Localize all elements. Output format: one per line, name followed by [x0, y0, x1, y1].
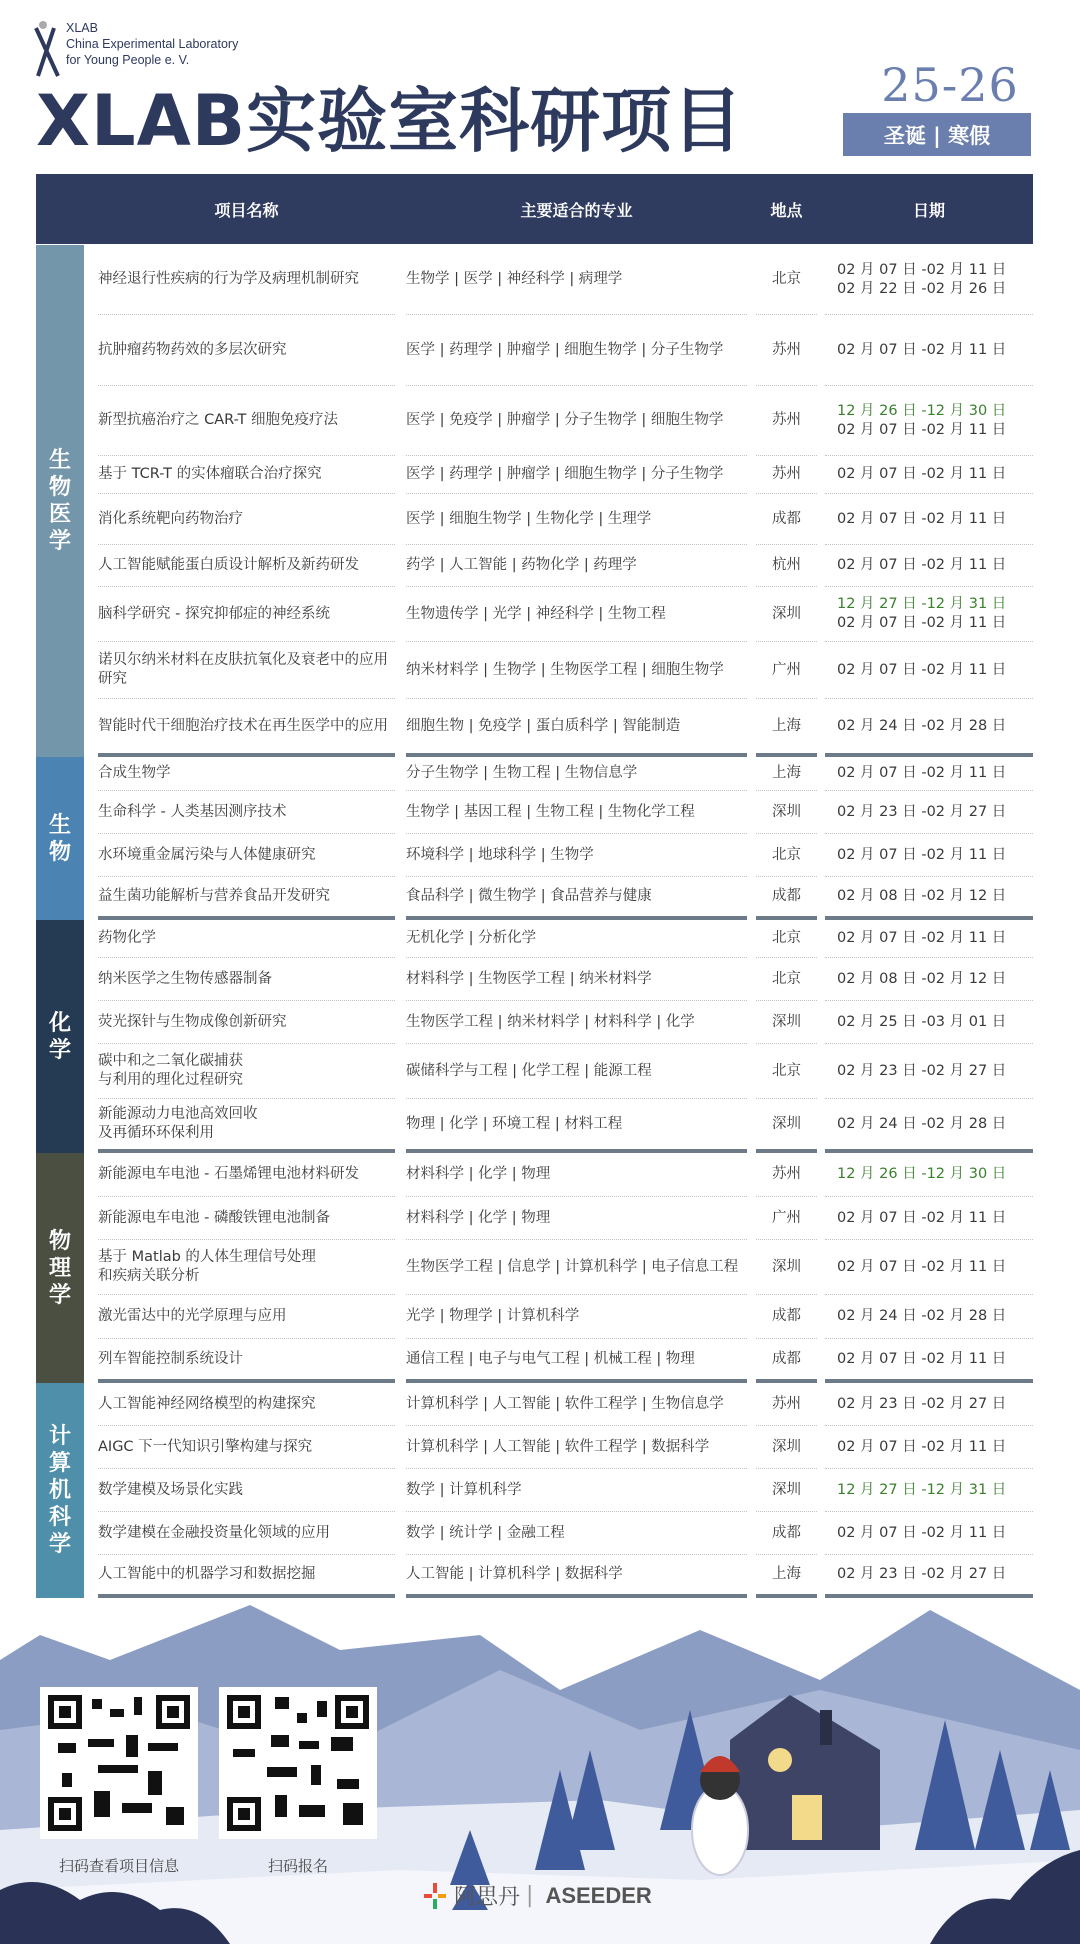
table-section — [36, 920, 1033, 1153]
date-range: 02 月 08 日 -02 月 12 日 — [837, 888, 1007, 904]
project-dates — [825, 642, 1033, 699]
project-name-line: 数学建模及场景化实践 — [98, 1481, 243, 1498]
project-table — [36, 245, 1033, 1598]
project-city: 成都 — [756, 877, 817, 920]
date-range: 02 月 24 日 -02 月 28 日 — [837, 1308, 1007, 1324]
project-name — [98, 1044, 395, 1099]
project-majors: 生物学 | 基因工程 | 生物工程 | 生物化学工程 — [406, 791, 747, 834]
project-city: 广州 — [756, 642, 817, 699]
project-name — [98, 1153, 395, 1197]
project-dates — [825, 1044, 1033, 1099]
project-city: 杭州 — [756, 545, 817, 587]
project-majors: 通信工程 | 电子与电气工程 | 机械工程 | 物理 — [406, 1339, 747, 1383]
project-majors: 计算机科学 | 人工智能 | 软件工程学 | 数据科学 — [406, 1426, 747, 1469]
section-label: 化学 — [48, 1010, 71, 1063]
project-name — [98, 958, 395, 1001]
table-row — [36, 958, 1033, 1001]
qr-label-registration: 扫码报名 — [267, 1857, 328, 1875]
table-row — [36, 1044, 1033, 1099]
project-city: 苏州 — [756, 1383, 817, 1426]
project-name — [98, 920, 395, 958]
table-row — [36, 1512, 1033, 1555]
project-city: 上海 — [756, 1555, 817, 1598]
project-majors: 医学 | 药理学 | 肿瘤学 | 细胞生物学 | 分子生物学 — [406, 315, 747, 386]
column-header-name: 项目名称 — [214, 201, 279, 220]
project-majors: 计算机科学 | 人工智能 | 软件工程学 | 生物信息学 — [406, 1383, 747, 1426]
project-dates — [825, 1197, 1033, 1240]
qr-label-project-info: 扫码查看项目信息 — [58, 1857, 179, 1875]
project-name — [98, 1512, 395, 1555]
table-header — [36, 174, 1033, 244]
project-dates — [825, 587, 1033, 642]
project-name — [98, 494, 395, 545]
brand-en: ASEEDER — [545, 1882, 652, 1908]
project-majors: 生物遗传学 | 光学 | 神经科学 | 生物工程 — [406, 587, 747, 642]
project-dates — [825, 1001, 1033, 1044]
project-name-line: 新型抗癌治疗之 CAR-T 细胞免疫疗法 — [98, 412, 339, 428]
date-range: 02 月 07 日 -02 月 11 日 — [837, 557, 1007, 573]
project-majors: 材料科学 | 化学 | 物理 — [406, 1197, 747, 1240]
project-name-line: 数学建模在金融投资量化领域的应用 — [98, 1524, 330, 1541]
project-city: 深圳 — [756, 1469, 817, 1512]
xlab-figure-icon — [34, 20, 60, 78]
project-dates — [825, 757, 1033, 791]
project-city: 深圳 — [756, 587, 817, 642]
project-name — [98, 1383, 395, 1426]
section-label: 生物 — [48, 812, 71, 865]
project-city: 成都 — [756, 1339, 817, 1383]
project-name-line: 与利用的理化过程研究 — [98, 1072, 243, 1088]
section-label: 物理学 — [48, 1228, 71, 1308]
table-row — [36, 1426, 1033, 1469]
project-name — [98, 545, 395, 587]
table-row — [36, 877, 1033, 920]
project-name-line: 合成生物学 — [98, 765, 171, 781]
project-majors: 医学 | 细胞生物学 | 生物化学 | 生理学 — [406, 494, 747, 545]
project-dates — [825, 1153, 1033, 1197]
project-name-line: 人工智能赋能蛋白质设计解析及新药研发 — [98, 557, 359, 573]
project-name-line: 激光雷达中的光学原理与应用 — [98, 1308, 287, 1324]
project-city: 上海 — [756, 757, 817, 791]
project-city: 深圳 — [756, 1240, 817, 1295]
date-range: 02 月 07 日 -02 月 11 日 — [837, 261, 1007, 278]
table-row — [36, 1001, 1033, 1044]
project-dates — [825, 1469, 1033, 1512]
project-dates — [825, 834, 1033, 877]
section-label: 计算机科学 — [48, 1424, 71, 1557]
table-row — [36, 1197, 1033, 1240]
project-name-line: 和疾病关联分析 — [98, 1268, 200, 1284]
project-dates — [825, 1099, 1033, 1153]
brand-cn: 阿思丹 — [454, 1885, 521, 1910]
project-dates — [825, 1240, 1033, 1295]
date-range: 12 月 27 日 -12 月 31 日 — [837, 596, 1007, 612]
date-range: 02 月 07 日 -02 月 11 日 — [837, 846, 1007, 863]
project-majors: 生物医学工程 | 纳米材料学 | 材料科学 | 化学 — [406, 1001, 747, 1044]
project-name-line: 人工智能中的机器学习和数据挖掘 — [98, 1566, 316, 1582]
project-majors: 医学 | 药理学 | 肿瘤学 | 细胞生物学 | 分子生物学 — [406, 456, 747, 494]
date-range: 02 月 24 日 -02 月 28 日 — [837, 1115, 1007, 1132]
section-label: 生物医学 — [48, 448, 71, 554]
table-row — [36, 1295, 1033, 1339]
project-majors: 数学 | 计算机科学 — [406, 1469, 747, 1512]
project-name-line: 基于 Matlab 的人体生理信号处理 — [98, 1249, 316, 1265]
project-name — [98, 315, 395, 386]
project-name — [98, 1295, 395, 1339]
date-range: 02 月 23 日 -02 月 27 日 — [837, 1062, 1007, 1079]
project-city: 成都 — [756, 494, 817, 545]
project-name-line: 新能源电车电池 - 石墨烯锂电池材料研发 — [98, 1166, 359, 1182]
date-range: 02 月 07 日 -02 月 11 日 — [837, 1438, 1007, 1455]
project-dates — [825, 791, 1033, 834]
season-badge: 圣诞 | 寒假 — [843, 113, 1031, 156]
table-row — [36, 545, 1033, 587]
project-city: 北京 — [756, 834, 817, 877]
project-name — [98, 245, 395, 315]
date-range: 12 月 26 日 -12 月 30 日 — [837, 1166, 1007, 1182]
project-name-line: 消化系统靶向药物治疗 — [98, 510, 243, 527]
project-city: 成都 — [756, 1512, 817, 1555]
project-name-line: 及再循环环保利用 — [98, 1125, 214, 1141]
qr-code-icon — [227, 1695, 369, 1831]
date-range: 02 月 07 日 -02 月 11 日 — [837, 1209, 1007, 1226]
project-name-line: 人工智能神经网络模型的构建探究 — [98, 1395, 316, 1412]
project-majors: 细胞生物 | 免疫学 | 蛋白质科学 | 智能制造 — [406, 699, 747, 757]
project-dates — [825, 1383, 1033, 1426]
project-name-line: 列车智能控制系统设计 — [98, 1350, 243, 1367]
project-majors: 环境科学 | 地球科学 | 生物学 — [406, 834, 747, 877]
project-name-line: 药物化学 — [98, 930, 156, 946]
project-name — [98, 699, 395, 757]
date-range: 02 月 23 日 -02 月 27 日 — [837, 803, 1007, 820]
project-name-line: 神经退行性疾病的行为学及病理机制研究 — [98, 271, 359, 287]
date-range: 02 月 07 日 -02 月 11 日 — [837, 1258, 1007, 1275]
table-row — [36, 757, 1033, 791]
table-row — [36, 699, 1033, 757]
project-city: 成都 — [756, 1295, 817, 1339]
qr-code-icon — [48, 1695, 190, 1831]
project-name — [98, 1339, 395, 1383]
project-name — [98, 877, 395, 920]
project-city: 深圳 — [756, 1001, 817, 1044]
table-row — [36, 494, 1033, 545]
project-name-line: 水环境重金属污染与人体健康研究 — [98, 846, 316, 863]
project-name — [98, 1099, 395, 1153]
project-majors: 生物学 | 医学 | 神经科学 | 病理学 — [406, 245, 747, 315]
project-name — [98, 587, 395, 642]
table-row — [36, 834, 1033, 877]
project-name-line: 新能源电车电池 - 磷酸铁锂电池制备 — [98, 1209, 330, 1226]
date-range: 02 月 22 日 -02 月 26 日 — [837, 280, 1007, 297]
date-range: 12 月 26 日 -12 月 30 日 — [837, 402, 1007, 419]
season-years: 25-26 — [881, 58, 1019, 112]
date-range: 02 月 07 日 -02 月 11 日 — [837, 341, 1007, 358]
table-row — [36, 1383, 1033, 1426]
table-section — [36, 1153, 1033, 1383]
project-dates — [825, 245, 1033, 315]
project-majors: 无机化学 | 分析化学 — [406, 920, 747, 958]
qr-code-project-info[interactable] — [40, 1687, 198, 1839]
project-majors: 数学 | 统计学 | 金融工程 — [406, 1512, 747, 1555]
project-name — [98, 757, 395, 791]
project-name — [98, 1240, 395, 1295]
project-city: 深圳 — [756, 1426, 817, 1469]
project-name — [98, 642, 395, 699]
project-majors: 药学 | 人工智能 | 药物化学 | 药理学 — [406, 545, 747, 587]
date-range: 02 月 07 日 -02 月 11 日 — [837, 661, 1007, 678]
project-city: 苏州 — [756, 1153, 817, 1197]
project-name — [98, 834, 395, 877]
date-range: 12 月 27 日 -12 月 31 日 — [837, 1481, 1007, 1498]
project-name-line: 生命科学 - 人类基因测序技术 — [98, 803, 287, 820]
project-city: 北京 — [756, 245, 817, 315]
project-city: 上海 — [756, 699, 817, 757]
project-dates — [825, 386, 1033, 456]
project-majors: 材料科学 | 化学 | 物理 — [406, 1153, 747, 1197]
project-majors: 人工智能 | 计算机科学 | 数据科学 — [406, 1555, 747, 1598]
date-range: 02 月 23 日 -02 月 27 日 — [837, 1566, 1007, 1582]
date-range: 02 月 07 日 -02 月 11 日 — [837, 510, 1007, 527]
project-dates — [825, 699, 1033, 757]
project-majors: 光学 | 物理学 | 计算机科学 — [406, 1295, 747, 1339]
table-section — [36, 245, 1033, 757]
project-dates — [825, 877, 1033, 920]
date-range: 02 月 07 日 -02 月 11 日 — [837, 1524, 1007, 1541]
project-name — [98, 1555, 395, 1598]
project-name-line: 荧光探针与生物成像创新研究 — [98, 1013, 287, 1030]
project-name-line: 益生菌功能解析与营养食品开发研究 — [98, 888, 330, 904]
project-majors: 医学 | 免疫学 | 肿瘤学 | 分子生物学 | 细胞生物学 — [406, 386, 747, 456]
date-range: 02 月 07 日 -02 月 11 日 — [837, 930, 1007, 946]
project-name-line: AIGC 下一代知识引擎构建与探究 — [98, 1438, 313, 1455]
project-name-line: 智能时代干细胞治疗技术在再生医学中的应用 — [98, 717, 388, 734]
project-city: 北京 — [756, 958, 817, 1001]
page-title: XLAB实验室科研项目 — [36, 80, 744, 162]
table-row — [36, 1555, 1033, 1598]
project-name-line: 抗肿瘤药物药效的多层次研究 — [98, 341, 287, 358]
project-majors: 分子生物学 | 生物工程 | 生物信息学 — [406, 757, 747, 791]
project-name-line: 新能源动力电池高效回收 — [98, 1106, 258, 1122]
project-name — [98, 1001, 395, 1044]
project-name-line: 基于 TCR-T 的实体瘤联合治疗探究 — [98, 466, 322, 482]
project-city: 北京 — [756, 920, 817, 958]
date-range: 02 月 07 日 -02 月 11 日 — [837, 1350, 1007, 1367]
project-majors: 生物医学工程 | 信息学 | 计算机科学 | 电子信息工程 — [406, 1240, 747, 1295]
table-section — [36, 757, 1033, 920]
project-dates — [825, 1426, 1033, 1469]
column-header-date: 日期 — [912, 201, 945, 220]
project-majors: 材料科学 | 生物医学工程 | 纳米材料学 — [406, 958, 747, 1001]
date-range: 02 月 25 日 -03 月 01 日 — [837, 1013, 1007, 1030]
project-city: 苏州 — [756, 386, 817, 456]
project-dates — [825, 1555, 1033, 1598]
date-range: 02 月 07 日 -02 月 11 日 — [837, 421, 1007, 438]
table-row — [36, 456, 1033, 494]
table-row — [36, 1240, 1033, 1295]
project-dates — [825, 494, 1033, 545]
project-majors: 食品科学 | 微生物学 | 食品营养与健康 — [406, 877, 747, 920]
date-range: 02 月 07 日 -02 月 11 日 — [837, 615, 1007, 631]
project-name — [98, 1469, 395, 1512]
table-row — [36, 791, 1033, 834]
table-row — [36, 642, 1033, 699]
table-row — [36, 920, 1033, 958]
project-dates — [825, 315, 1033, 386]
logo-line: for Young People e. V. — [66, 53, 190, 67]
project-majors: 碳储科学与工程 | 化学工程 | 能源工程 — [406, 1044, 747, 1099]
project-majors: 纳米材料学 | 生物学 | 生物医学工程 | 细胞生物学 — [406, 642, 747, 699]
table-row — [36, 386, 1033, 456]
date-range: 02 月 07 日 -02 月 11 日 — [837, 765, 1007, 781]
project-city: 北京 — [756, 1044, 817, 1099]
table-row — [36, 245, 1033, 315]
project-dates — [825, 1339, 1033, 1383]
project-name — [98, 1426, 395, 1469]
date-range: 02 月 23 日 -02 月 27 日 — [837, 1395, 1007, 1412]
project-city: 广州 — [756, 1197, 817, 1240]
project-dates — [825, 920, 1033, 958]
project-name — [98, 1197, 395, 1240]
project-name-line: 纳米医学之生物传感器制备 — [98, 970, 272, 987]
table-row — [36, 1339, 1033, 1383]
qr-code-registration[interactable] — [219, 1687, 377, 1839]
project-city: 苏州 — [756, 456, 817, 494]
project-dates — [825, 456, 1033, 494]
project-dates — [825, 1512, 1033, 1555]
aseeder-logo-icon — [422, 1881, 448, 1911]
project-city: 深圳 — [756, 791, 817, 834]
project-dates — [825, 1295, 1033, 1339]
aseeder-brand: 阿思丹 | ASEEDER — [422, 1880, 652, 1911]
table-row — [36, 1469, 1033, 1512]
table-row — [36, 587, 1033, 642]
logo-line: China Experimental Laboratory — [66, 37, 239, 51]
date-range: 02 月 08 日 -02 月 12 日 — [837, 970, 1007, 987]
project-name — [98, 386, 395, 456]
logo-line: XLAB — [66, 21, 98, 35]
project-majors: 物理 | 化学 | 环境工程 | 材料工程 — [406, 1099, 747, 1153]
column-header-city: 地点 — [770, 201, 803, 220]
project-dates — [825, 545, 1033, 587]
project-name-line: 诺贝尔纳米材料在皮肤抗氧化及衰老中的应用研究 — [98, 652, 388, 687]
xlab-logo — [34, 20, 238, 78]
project-name-line: 碳中和之二氧化碳捕获 — [98, 1053, 243, 1069]
project-dates — [825, 958, 1033, 1001]
table-row — [36, 1153, 1033, 1197]
date-range: 02 月 24 日 -02 月 28 日 — [837, 717, 1007, 734]
table-section — [36, 1383, 1033, 1598]
project-city: 深圳 — [756, 1099, 817, 1153]
project-name — [98, 456, 395, 494]
column-header-major: 主要适合的专业 — [520, 201, 633, 220]
table-row — [36, 1099, 1033, 1153]
table-row — [36, 315, 1033, 386]
project-name — [98, 791, 395, 834]
project-city: 苏州 — [756, 315, 817, 386]
date-range: 02 月 07 日 -02 月 11 日 — [837, 466, 1007, 482]
project-name-line: 脑科学研究 - 探究抑郁症的神经系统 — [98, 605, 330, 622]
